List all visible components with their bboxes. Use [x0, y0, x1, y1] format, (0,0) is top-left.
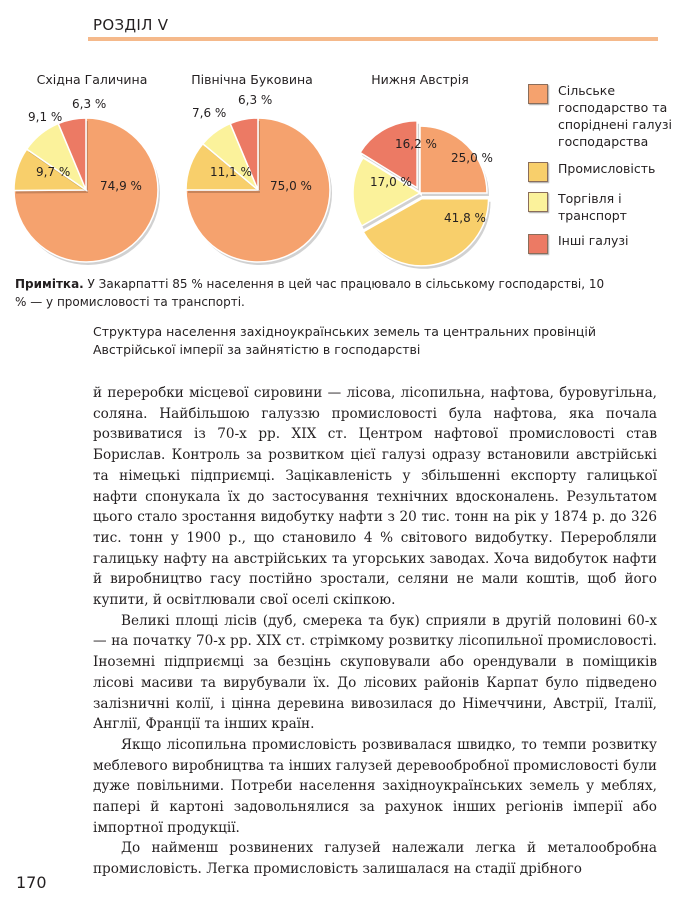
note-text: У Закарпатті 85 % населення в цей час працювало в сільському господарстві, 10 % — у промисловості та транспорті.	[15, 277, 605, 309]
pie-label-agriculture: 25,0 %	[451, 151, 493, 165]
pie-0	[14, 97, 160, 265]
body-paragraph: До найменш розвинених галузей належали легка й металообробна промисловість. Легка промисловість залишалася на стадії дрібного	[93, 840, 657, 878]
pie-label-other: 6,3 %	[238, 93, 273, 107]
pie-label-agriculture: 75,0 %	[270, 179, 312, 193]
pie-label-trade: 17,0 %	[370, 175, 412, 189]
legend-swatch-trade	[528, 192, 548, 212]
pie-label-other: 6,3 %	[72, 97, 107, 111]
page-number: 170	[16, 873, 47, 892]
legend-label-trade: Торгівля і транспорт	[558, 191, 627, 223]
pie-1	[186, 93, 332, 265]
pie-label-trade: 7,6 %	[192, 106, 227, 120]
legend-label-industry: Промисловість	[558, 161, 656, 176]
chart-note	[15, 275, 615, 311]
chart-title-north-bukovina: Північна Буковина	[191, 72, 313, 87]
body-paragraph: Великі площі лісів (дуб, смерека та бук) сприяли в другій половині 60-х — на початку 70-х рр. XIX ст. стрімкому розвитку лісопильної промисловості. Іноземні підприємці за безцінь скуповували або орендували в поміщиків лісові масиви та вирубували їх. До лісових районів Карпат було підведено залізничні колії, і цінна деревина вивозилася до Німеччини, Австрії, Італії, Англії, Франції та інших країн.	[93, 612, 657, 733]
pie-label-industry: 41,8 %	[444, 211, 486, 225]
pie-label-other: 16,2 %	[395, 137, 437, 151]
pie-label-trade: 9,1 %	[28, 110, 63, 124]
figure-caption: Структура населення західноукраїнських земель та центральних провінцій Австрійської імперії за зайнятістю в господарстві	[93, 324, 597, 357]
legend-swatch-other	[528, 234, 548, 254]
note-label: Примітка.	[15, 277, 84, 291]
legend-swatch-agriculture	[528, 84, 548, 104]
pie-label-industry: 11,1 %	[210, 165, 252, 179]
chart-title-east-galicia: Східна Галичина	[36, 72, 148, 87]
body-text	[93, 383, 657, 880]
pie-2	[353, 121, 493, 269]
section-title: РОЗДІЛ V	[93, 16, 169, 34]
legend-swatch-industry	[528, 162, 548, 182]
chart-title-lower-austria: Нижня Австрія	[371, 72, 469, 87]
body-paragraph: й переробки місцевої сировини — лісова, лісопильна, нафтова, буровугільна, соляна. Найбільшою галуззю промисловості була нафтова, яка почала розвиватися із 70-х рр. XIX ст. Центром нафтової промисловості став Борислав. Контроль за розвитком цієї галузі одразу встановили австрійські та німецькі підприємці. Зацікавленість у збільшенні експорту галицької нафти спонукала їх до застосування технічних вдосконалень. Результатом цього стало зростання видобутку нафти з 20 тис. тонн на рік у 1874 р. до 326 тис. тонн у 1900 р., що становило 4 % світового видобутку. Переробляли галицьку нафту на австрійських та угорських заводах. Хоча видобуток нафти й виробництво гасу постійно зростали, селяни не мали коштів, щоб його купити, й освітлювали свої оселі скіпкою.	[93, 385, 657, 609]
body-paragraph: Якщо лісопильна промисловість розвивалася швидко, то темпи розвитку меблевого виробництва та інших галузей деревообробної промисловості були дуже повільними. Потреби населення західноукраїнських земель у меблях, папері й картоні задовольнялися за рахунок інших регіонів імперії або імпортної продукції.	[93, 736, 657, 836]
pie-label-agriculture: 74,9 %	[100, 179, 142, 193]
legend-label-agriculture: Сільське господарство та споріднені галузі господарства	[558, 83, 672, 149]
legend-label-other: Інші галузі	[558, 233, 629, 248]
pie-label-industry: 9,7 %	[36, 165, 71, 179]
